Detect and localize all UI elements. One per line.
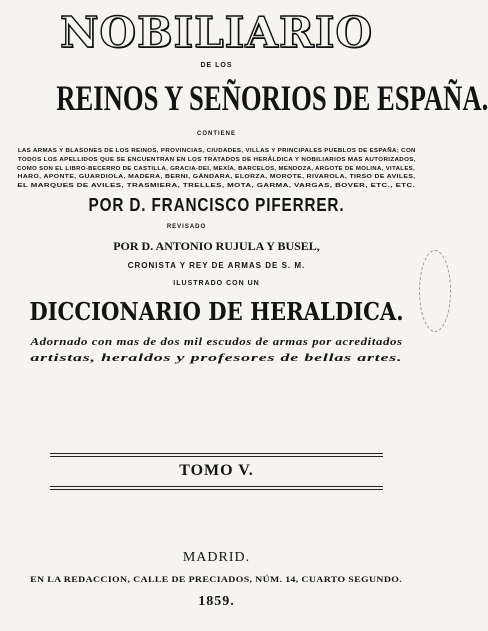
author-line: POR D. FRANCISCO PIFERRER. — [88, 195, 345, 215]
subtitle: REINOS Y SEÑORIOS DE ESPAÑA. — [56, 78, 488, 118]
redaccion-line: EN LA REDACCION, CALLE DE PRECIADOS, NÚM. 14, CUARTO SEGUNDO. — [30, 575, 403, 584]
tomo-label: TOMO V. — [179, 462, 254, 479]
description-line: TODOS LOS APELLIDOS QUE SE ENCUENTRAN EN LOS TRATADOS DE HERÁLDICA Y NOBILIARIOS MAS AUTORIZADOS, — [17, 157, 416, 163]
description-line: LAS ARMAS Y BLASONES DE LOS REINOS, PROVINCIAS, CIUDADES, VILLAS Y PRINCIPALES PUEBLOS DE ESPAÑA; CON — [17, 148, 416, 154]
diccionario-title: DICCIONARIO DE HERALDICA. — [29, 297, 404, 326]
year-line: 1859. — [198, 594, 235, 609]
description-line: COMO SON EL LIBRO-BECERRO DE CASTILLA, GRACIA-DEI, MEXÍA, BARCELOS, MENDOZA, ARGOTE DE MOLINA, VITALES, — [17, 166, 416, 172]
rule-divider — [50, 486, 383, 487]
de-los-text: DE LOS — [200, 62, 233, 69]
rule-divider — [50, 456, 383, 457]
main-title: NOBILIARIO — [59, 8, 374, 57]
rule-divider — [50, 489, 383, 490]
ilustrado-text: ILUSTRADO CON UN — [173, 280, 260, 287]
description-line: EL MARQUES DE AVILES, TRASMIERA, TRELLES, MOTA, GARMA, VARGAS, BOVER, ETC., ETC. — [17, 183, 416, 189]
adornado-line: artistas, heraldos y profesores de bellas artes. — [30, 352, 403, 364]
contiene-text: CONTIENE — [196, 131, 236, 137]
city-line: MADRID. — [182, 550, 251, 565]
description-line: HARO, APONTE, GUARDIOLA, MADERA, BERNI, GÁNDARA, ELORZA, MOROTE, RIVAROLA, TIRSO DE AVILES, — [17, 174, 416, 180]
reviser-line: POR D. ANTONIO RUJULA Y BUSEL, — [113, 239, 320, 253]
revisado-text: REVISADO — [166, 224, 207, 230]
cronista-line: CRONISTA Y REY DE ARMAS DE S. M. — [127, 261, 306, 270]
library-stamp — [419, 250, 451, 332]
adornado-line: Adornado con mas de dos mil escudos de armas por acreditados — [30, 336, 403, 348]
rule-divider — [50, 453, 383, 454]
